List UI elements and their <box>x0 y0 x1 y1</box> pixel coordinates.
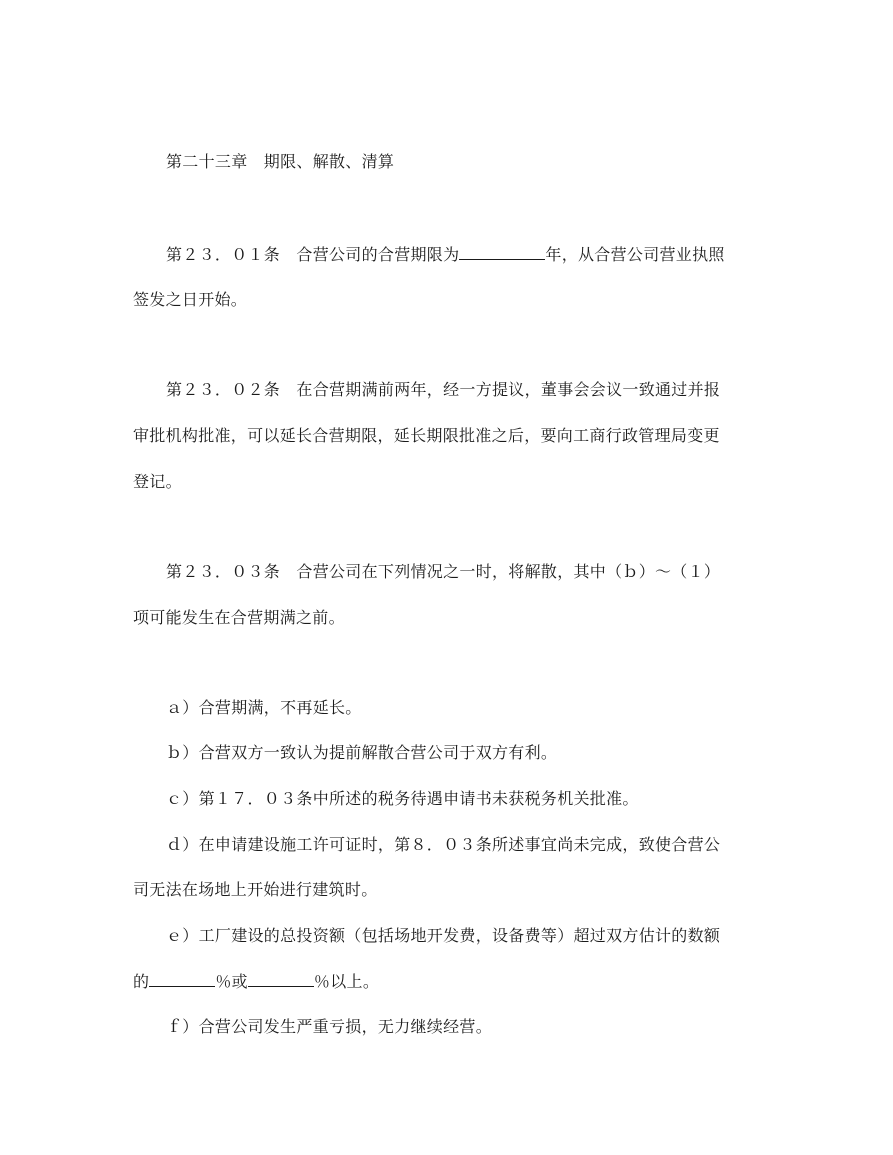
term-years-blank <box>459 245 545 260</box>
item-f: ｆ）合营公司发生严重亏损，无力继续经营。 <box>166 1017 493 1036</box>
item-a: ａ）合营期满，不再延长。 <box>166 698 362 717</box>
article-23-02-line-1: 第２３．０２条 在合营期满前两年，经一方提议，董事会会议一致通过并报 <box>166 380 721 399</box>
article-23-01-mid: 年，从合营公司营业执照 <box>545 245 725 264</box>
item-e-line-1: ｅ）工厂建设的总投资额（包括场地开发费，设备费等）超过双方估计的数额 <box>166 926 721 945</box>
item-d-line-1: ｄ）在申请建设施工许可证时，第８．０３条所述事宜尚未完成，致使合营公 <box>166 835 721 854</box>
chapter-title: 第二十三章 期限、解散、清算 <box>166 152 395 171</box>
item-c: ｃ）第１７．０３条中所述的税务待遇申请书未获税务机关批准。 <box>166 789 639 808</box>
item-e-line-2-start: 的 <box>133 972 150 991</box>
percent-blank-1 <box>149 972 215 987</box>
article-23-02-line-2: 审批机构批准，可以延长合营期限，延长期限批准之后，要向工商行政管理局变更 <box>133 426 720 445</box>
percent-blank-2 <box>248 972 314 987</box>
item-e-line-2-end: ％以上。 <box>313 972 380 991</box>
article-23-01-line-1 <box>166 245 806 265</box>
item-b: ｂ）合营双方一致认为提前解散合营公司于双方有利。 <box>166 743 558 762</box>
item-d-line-2: 司无法在场地上开始进行建筑时。 <box>133 880 378 899</box>
item-e-line-2-mid: ％或 <box>215 972 248 991</box>
article-23-03-line-1: 第２３．０３条 合营公司在下列情况之一时，将解散，其中（ｂ）～（１） <box>166 562 721 581</box>
article-23-02-line-3: 登记。 <box>133 472 182 491</box>
item-e-line-2 <box>133 972 773 992</box>
article-23-01-lead: 第２３．０１条 合营公司的合营期限为 <box>166 245 460 264</box>
article-23-01-line-2: 签发之日开始。 <box>133 290 248 309</box>
article-23-03-line-2: 项可能发生在合营期满之前。 <box>133 608 345 627</box>
